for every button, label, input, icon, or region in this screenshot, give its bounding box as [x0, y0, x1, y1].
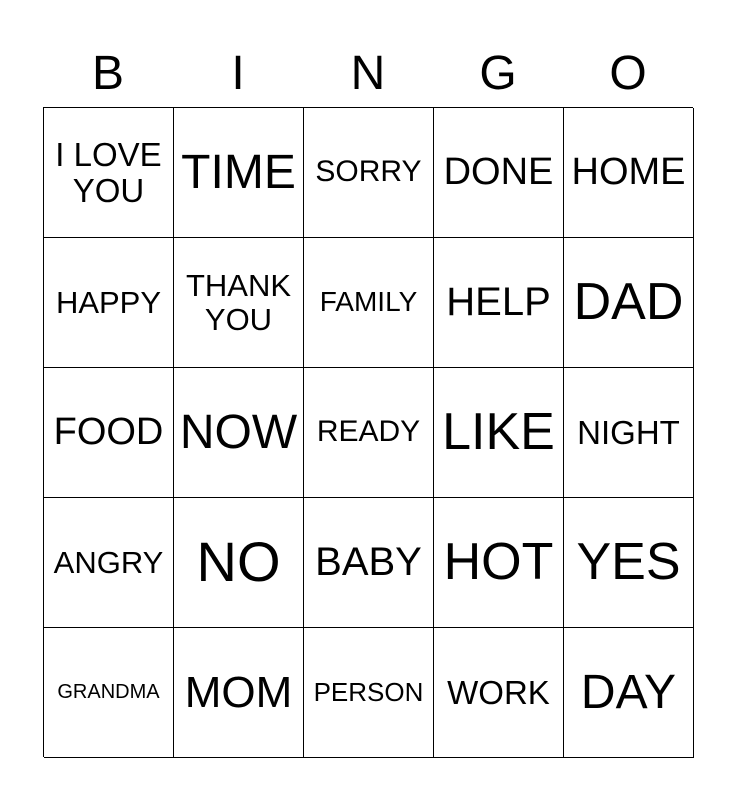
header-letter-o: O [609, 47, 647, 100]
cell-label: I LOVE YOU [55, 135, 162, 209]
cell-label: HAPPY [55, 284, 162, 320]
cell-label: DONE [443, 150, 554, 193]
bingo-cell[interactable] [44, 368, 174, 498]
bingo-cell[interactable] [564, 108, 694, 238]
bingo-cell[interactable] [304, 498, 434, 628]
bingo-cell[interactable] [44, 238, 174, 368]
bingo-cell[interactable] [564, 628, 694, 758]
bingo-cell[interactable] [174, 108, 304, 238]
header-letter-b: B [91, 47, 124, 100]
bingo-cell[interactable] [174, 498, 304, 628]
bingo-cell[interactable] [564, 238, 694, 368]
cell-label: ANGRY [53, 544, 164, 580]
cell-label: WORK [447, 673, 550, 711]
bingo-board [43, 107, 693, 757]
bingo-cell[interactable] [564, 498, 694, 628]
cell-label: READY [316, 415, 421, 449]
bingo-cell[interactable] [434, 368, 564, 498]
header-letter-i: I [231, 47, 245, 100]
bingo-cell[interactable] [434, 628, 564, 758]
cell-label: BABY [315, 539, 422, 584]
bingo-cell[interactable] [304, 368, 434, 498]
bingo-cell[interactable] [434, 108, 564, 238]
cell-label: HOT [443, 533, 554, 592]
cell-label: GRANDMA [57, 680, 160, 703]
cell-label: NO [196, 530, 281, 594]
bingo-cell[interactable] [44, 498, 174, 628]
cell-label: HOME [571, 150, 686, 193]
cell-label: HELP [446, 279, 551, 324]
cell-label: LIKE [442, 403, 555, 462]
bingo-cell[interactable] [564, 368, 694, 498]
cell-label: NOW [179, 405, 298, 459]
bingo-header [43, 40, 693, 108]
cell-label: YES [576, 533, 681, 592]
bingo-cell[interactable] [174, 628, 304, 758]
bingo-cell[interactable] [304, 628, 434, 758]
bingo-cell[interactable] [174, 368, 304, 498]
cell-label: PERSON [313, 677, 424, 708]
bingo-cell[interactable] [304, 108, 434, 238]
bingo-cell[interactable] [304, 238, 434, 368]
bingo-cell[interactable] [44, 628, 174, 758]
cell-label: DAY [580, 665, 677, 719]
cell-label: THANK YOU [185, 268, 292, 337]
cell-label: NIGHT [577, 413, 680, 451]
cell-label: DAD [573, 273, 684, 332]
bingo-cell[interactable] [434, 238, 564, 368]
bingo-cell[interactable] [44, 108, 174, 238]
cell-label: FOOD [53, 410, 164, 453]
header-letter-n: N [350, 47, 386, 100]
cell-label: MOM [184, 667, 293, 717]
bingo-cell[interactable] [434, 498, 564, 628]
cell-label: FAMILY [319, 286, 418, 318]
bingo-cell[interactable] [174, 238, 304, 368]
cell-label: TIME [181, 145, 296, 199]
cell-label: SORRY [315, 155, 422, 189]
header-letter-g: G [479, 47, 517, 100]
